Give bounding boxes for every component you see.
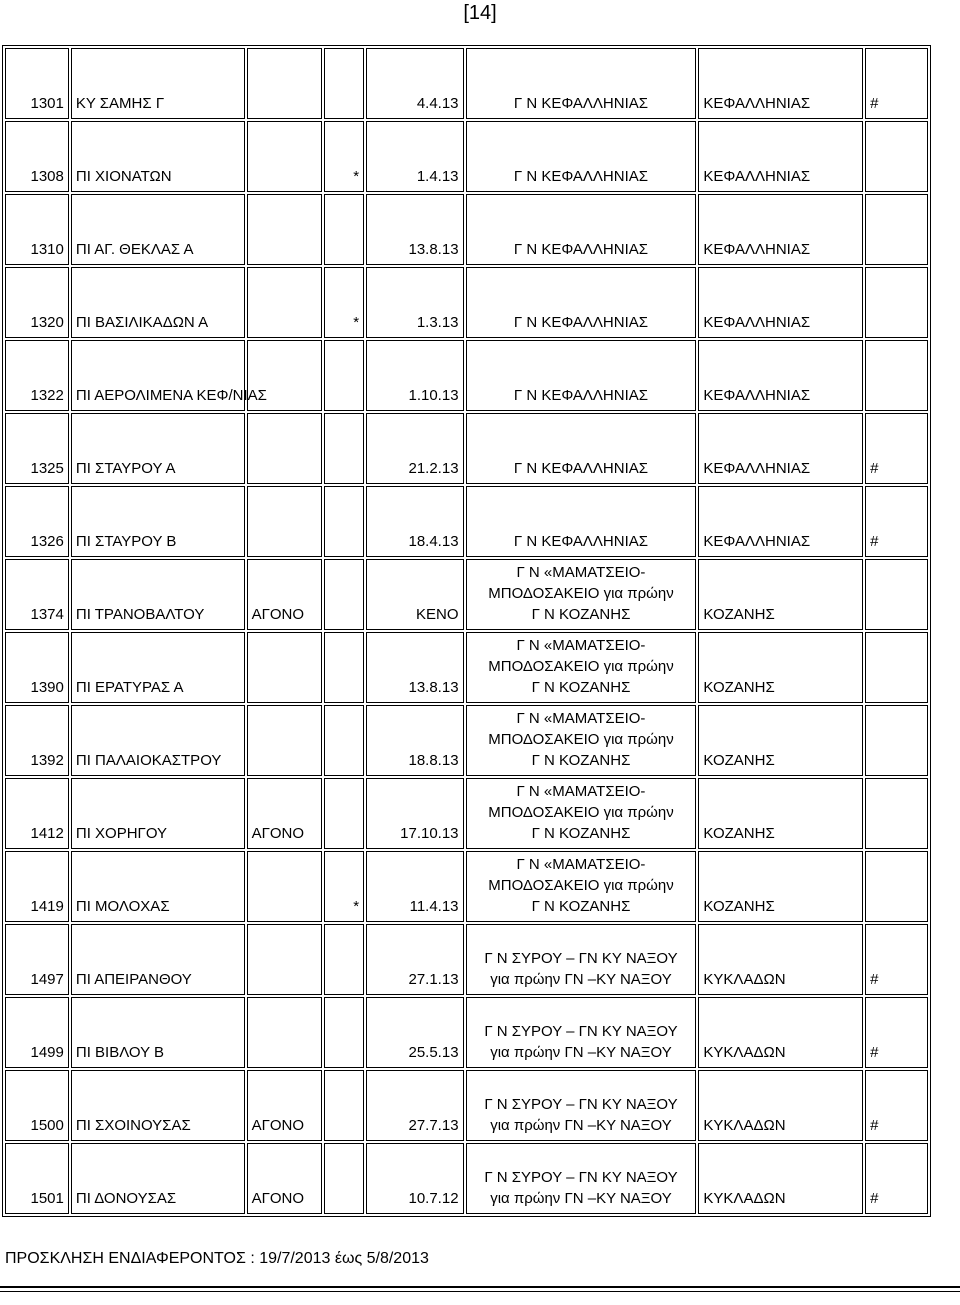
star-cell: [324, 778, 364, 849]
mark-cell: [865, 267, 928, 338]
name-cell: ΠΙ ΕΡΑΤΥΡΑΣ Α: [71, 632, 245, 703]
authority-cell: [466, 1070, 697, 1141]
code-cell: 1501: [5, 1143, 69, 1214]
prefecture-cell: ΚΟΖΑΝΗΣ: [698, 705, 863, 776]
name-cell: ΠΙ ΑΕΡΟΛΙΜΕΝΑ ΚΕΦ/ΝΙΑΣ: [71, 340, 245, 411]
authority-cell: [466, 48, 697, 119]
mark-cell: [865, 340, 928, 411]
prefecture-cell: ΚΟΖΑΝΗΣ: [698, 559, 863, 630]
date-cell: 18.4.13: [366, 486, 464, 557]
star-cell: [324, 1070, 364, 1141]
name-cell: ΠΙ ΒΙΒΛΟΥ Β: [71, 997, 245, 1068]
prefecture-cell: ΚΕΦΑΛΛΗΝΙΑΣ: [698, 340, 863, 411]
star-cell: [324, 632, 364, 703]
authority-line: Γ Ν ΚΕΦΑΛΛΗΝΙΑΣ: [513, 387, 649, 404]
star-cell: [324, 997, 364, 1068]
date-cell: 17.10.13: [366, 778, 464, 849]
authority-line: Γ Ν ΚΕΦΑΛΛΗΝΙΑΣ: [513, 314, 649, 331]
code-cell: 1390: [5, 632, 69, 703]
note-cell: [247, 924, 322, 995]
name-cell: ΠΙ ΣΤΑΥΡΟΥ Α: [71, 413, 245, 484]
date-cell: 21.2.13: [366, 413, 464, 484]
mark-cell: #: [865, 1070, 928, 1141]
authority-cell: [466, 559, 697, 630]
table-row: [5, 632, 928, 703]
code-cell: 1308: [5, 121, 69, 192]
authority-cell: [466, 632, 697, 703]
name-cell: ΠΙ ΔΟΝΟΥΣΑΣ: [71, 1143, 245, 1214]
mark-cell: #: [865, 413, 928, 484]
table-row: [5, 267, 928, 338]
mark-cell: #: [865, 48, 928, 119]
date-cell: 18.8.13: [366, 705, 464, 776]
name-cell: ΠΙ ΣΧΟΙΝΟΥΣΑΣ: [71, 1070, 245, 1141]
authority-line: Γ Ν ΚΟΖΑΝΗΣ: [531, 752, 631, 769]
star-cell: *: [324, 121, 364, 192]
code-cell: 1310: [5, 194, 69, 265]
date-cell: 1.3.13: [366, 267, 464, 338]
authority-line: Γ Ν ΣΥΡΟΥ – ΓΝ ΚΥ ΝΑΞΟΥ: [484, 1023, 678, 1040]
date-cell: 10.7.12: [366, 1143, 464, 1214]
date-cell: 4.4.13: [366, 48, 464, 119]
date-cell: 1.4.13: [366, 121, 464, 192]
authority-line: για πρώην ΓΝ –ΚΥ ΝΑΞΟΥ: [490, 1044, 672, 1061]
authority-line: Γ Ν «ΜΑΜΑΤΣΕΙΟ-: [516, 564, 646, 581]
prefecture-cell: ΚΟΖΑΝΗΣ: [698, 851, 863, 922]
mark-cell: [865, 778, 928, 849]
authority-line: ΜΠΟΔΟΣΑΚΕΙΟ για πρώην: [488, 877, 674, 894]
note-cell: ΑΓΟΝΟ: [247, 1143, 322, 1214]
name-cell: ΠΙ ΑΠΕΙΡΑΝΘΟΥ: [71, 924, 245, 995]
authority-cell: [466, 997, 697, 1068]
authority-line: Γ Ν «ΜΑΜΑΤΣΕΙΟ-: [516, 637, 646, 654]
note-cell: [247, 705, 322, 776]
mark-cell: [865, 121, 928, 192]
prefecture-cell: ΚΕΦΑΛΛΗΝΙΑΣ: [698, 267, 863, 338]
name-cell: ΠΙ ΑΓ. ΘΕΚΛΑΣ Α: [71, 194, 245, 265]
prefecture-cell: ΚΕΦΑΛΛΗΝΙΑΣ: [698, 48, 863, 119]
table-row: [5, 1070, 928, 1141]
page-number: [14]: [463, 2, 497, 24]
star-cell: *: [324, 267, 364, 338]
authority-cell: [466, 413, 697, 484]
authority-cell: [466, 340, 697, 411]
authority-line: Γ Ν «ΜΑΜΑΤΣΕΙΟ-: [516, 783, 646, 800]
authority-line: Γ Ν ΚΕΦΑΛΛΗΝΙΑΣ: [513, 241, 649, 258]
prefecture-cell: ΚΕΦΑΛΛΗΝΙΑΣ: [698, 194, 863, 265]
date-cell: 27.7.13: [366, 1070, 464, 1141]
table-row: [5, 340, 928, 411]
table-row: [5, 48, 928, 119]
prefecture-cell: ΚΥΚΛΑΔΩΝ: [698, 1143, 863, 1214]
authority-line: Γ Ν «ΜΑΜΑΤΣΕΙΟ-: [516, 856, 646, 873]
prefecture-cell: ΚΟΖΑΝΗΣ: [698, 778, 863, 849]
authority-cell: [466, 851, 697, 922]
name-cell: ΠΙ ΜΟΛΟΧΑΣ: [71, 851, 245, 922]
date-cell: 27.1.13: [366, 924, 464, 995]
authority-line: ΜΠΟΔΟΣΑΚΕΙΟ για πρώην: [488, 804, 674, 821]
mark-cell: [865, 851, 928, 922]
code-cell: 1419: [5, 851, 69, 922]
authority-line: ΜΠΟΔΟΣΑΚΕΙΟ για πρώην: [488, 585, 674, 602]
note-cell: [247, 632, 322, 703]
star-cell: [324, 48, 364, 119]
footer-rule: [0, 1286, 960, 1288]
mark-cell: #: [865, 924, 928, 995]
note-cell: [247, 851, 322, 922]
note-cell: [247, 997, 322, 1068]
prefecture-cell: ΚΟΖΑΝΗΣ: [698, 632, 863, 703]
authority-line: για πρώην ΓΝ –ΚΥ ΝΑΞΟΥ: [490, 971, 672, 988]
date-cell: 13.8.13: [366, 194, 464, 265]
date-cell: 13.8.13: [366, 632, 464, 703]
authority-cell: [466, 194, 697, 265]
prefecture-cell: ΚΕΦΑΛΛΗΝΙΑΣ: [698, 486, 863, 557]
invitation-footer: ΠΡΟΣΚΛΗΣΗ ΕΝΔΙΑΦΕΡΟΝΤΟΣ : 19/7/2013 έως 5/8/2013: [5, 1250, 429, 1267]
star-cell: [324, 705, 364, 776]
star-cell: [324, 559, 364, 630]
note-cell: ΑΓΟΝΟ: [247, 559, 322, 630]
note-cell: [247, 267, 322, 338]
authority-line: για πρώην ΓΝ –ΚΥ ΝΑΞΟΥ: [490, 1117, 672, 1134]
prefecture-cell: ΚΥΚΛΑΔΩΝ: [698, 924, 863, 995]
authority-line: ΜΠΟΔΟΣΑΚΕΙΟ για πρώην: [488, 658, 674, 675]
table-row: [5, 486, 928, 557]
mark-cell: [865, 705, 928, 776]
code-cell: 1325: [5, 413, 69, 484]
mark-cell: #: [865, 997, 928, 1068]
authority-cell: [466, 121, 697, 192]
authority-cell: [466, 486, 697, 557]
authority-line: Γ Ν ΚΟΖΑΝΗΣ: [531, 898, 631, 915]
table-row: [5, 705, 928, 776]
authority-line: Γ Ν ΚΕΦΑΛΛΗΝΙΑΣ: [513, 95, 649, 112]
mark-cell: [865, 632, 928, 703]
star-cell: [324, 413, 364, 484]
date-cell: 1.10.13: [366, 340, 464, 411]
star-cell: [324, 1143, 364, 1214]
authority-line: Γ Ν ΚΕΦΑΛΛΗΝΙΑΣ: [513, 460, 649, 477]
code-cell: 1301: [5, 48, 69, 119]
authority-line: Γ Ν ΚΕΦΑΛΛΗΝΙΑΣ: [513, 533, 649, 550]
code-cell: 1392: [5, 705, 69, 776]
name-cell: ΠΙ ΠΑΛΑΙΟΚΑΣΤΡΟΥ: [71, 705, 245, 776]
mark-cell: #: [865, 1143, 928, 1214]
authority-line: Γ Ν ΣΥΡΟΥ – ΓΝ ΚΥ ΝΑΞΟΥ: [484, 950, 678, 967]
authority-line: Γ Ν ΚΟΖΑΝΗΣ: [531, 825, 631, 842]
table-row: [5, 1143, 928, 1214]
note-cell: [247, 486, 322, 557]
code-cell: 1499: [5, 997, 69, 1068]
code-cell: 1497: [5, 924, 69, 995]
table-row: [5, 778, 928, 849]
authority-line: Γ Ν ΚΟΖΑΝΗΣ: [531, 679, 631, 696]
authority-cell: [466, 267, 697, 338]
authority-line: Γ Ν ΣΥΡΟΥ – ΓΝ ΚΥ ΝΑΞΟΥ: [484, 1169, 678, 1186]
mark-cell: [865, 559, 928, 630]
date-cell: ΚΕΝΟ: [366, 559, 464, 630]
authority-line: Γ Ν ΚΕΦΑΛΛΗΝΙΑΣ: [513, 168, 649, 185]
name-cell: ΠΙ ΧΟΡΗΓΟΥ: [71, 778, 245, 849]
note-cell: [247, 121, 322, 192]
prefecture-cell: ΚΕΦΑΛΛΗΝΙΑΣ: [698, 121, 863, 192]
date-cell: 11.4.13: [366, 851, 464, 922]
date-cell: 25.5.13: [366, 997, 464, 1068]
footer-rule-thin: [0, 1291, 960, 1292]
authority-cell: [466, 924, 697, 995]
note-cell: ΑΓΟΝΟ: [247, 778, 322, 849]
mark-cell: [865, 194, 928, 265]
star-cell: [324, 924, 364, 995]
table-row: [5, 997, 928, 1068]
prefecture-cell: ΚΥΚΛΑΔΩΝ: [698, 997, 863, 1068]
code-cell: 1322: [5, 340, 69, 411]
name-cell: ΠΙ ΣΤΑΥΡΟΥ Β: [71, 486, 245, 557]
note-cell: [247, 194, 322, 265]
mark-cell: #: [865, 486, 928, 557]
name-cell: ΠΙ ΧΙΟΝΑΤΩΝ: [71, 121, 245, 192]
code-cell: 1374: [5, 559, 69, 630]
authority-line: ΜΠΟΔΟΣΑΚΕΙΟ για πρώην: [488, 731, 674, 748]
table-body: [5, 48, 928, 1214]
note-cell: [247, 413, 322, 484]
star-cell: [324, 340, 364, 411]
authority-line: Γ Ν ΣΥΡΟΥ – ΓΝ ΚΥ ΝΑΞΟΥ: [484, 1096, 678, 1113]
table-row: [5, 121, 928, 192]
table-row: [5, 924, 928, 995]
positions-table: [2, 45, 931, 1217]
authority-cell: [466, 1143, 697, 1214]
name-cell: ΠΙ ΤΡΑΝΟΒΑΛΤΟΥ: [71, 559, 245, 630]
prefecture-cell: ΚΕΦΑΛΛΗΝΙΑΣ: [698, 413, 863, 484]
name-cell: ΠΙ ΒΑΣΙΛΙΚΑΔΩΝ Α: [71, 267, 245, 338]
table-row: [5, 194, 928, 265]
name-cell: ΚΥ ΣΑΜΗΣ Γ: [71, 48, 245, 119]
authority-line: για πρώην ΓΝ –ΚΥ ΝΑΞΟΥ: [490, 1190, 672, 1207]
table-row: [5, 559, 928, 630]
table-row: [5, 413, 928, 484]
authority-cell: [466, 778, 697, 849]
authority-line: Γ Ν «ΜΑΜΑΤΣΕΙΟ-: [516, 710, 646, 727]
code-cell: 1320: [5, 267, 69, 338]
star-cell: *: [324, 851, 364, 922]
prefecture-cell: ΚΥΚΛΑΔΩΝ: [698, 1070, 863, 1141]
note-cell: ΑΓΟΝΟ: [247, 1070, 322, 1141]
star-cell: [324, 194, 364, 265]
authority-cell: [466, 705, 697, 776]
table-row: [5, 851, 928, 922]
code-cell: 1500: [5, 1070, 69, 1141]
note-cell: [247, 48, 322, 119]
star-cell: [324, 486, 364, 557]
code-cell: 1326: [5, 486, 69, 557]
authority-line: Γ Ν ΚΟΖΑΝΗΣ: [531, 606, 631, 623]
code-cell: 1412: [5, 778, 69, 849]
